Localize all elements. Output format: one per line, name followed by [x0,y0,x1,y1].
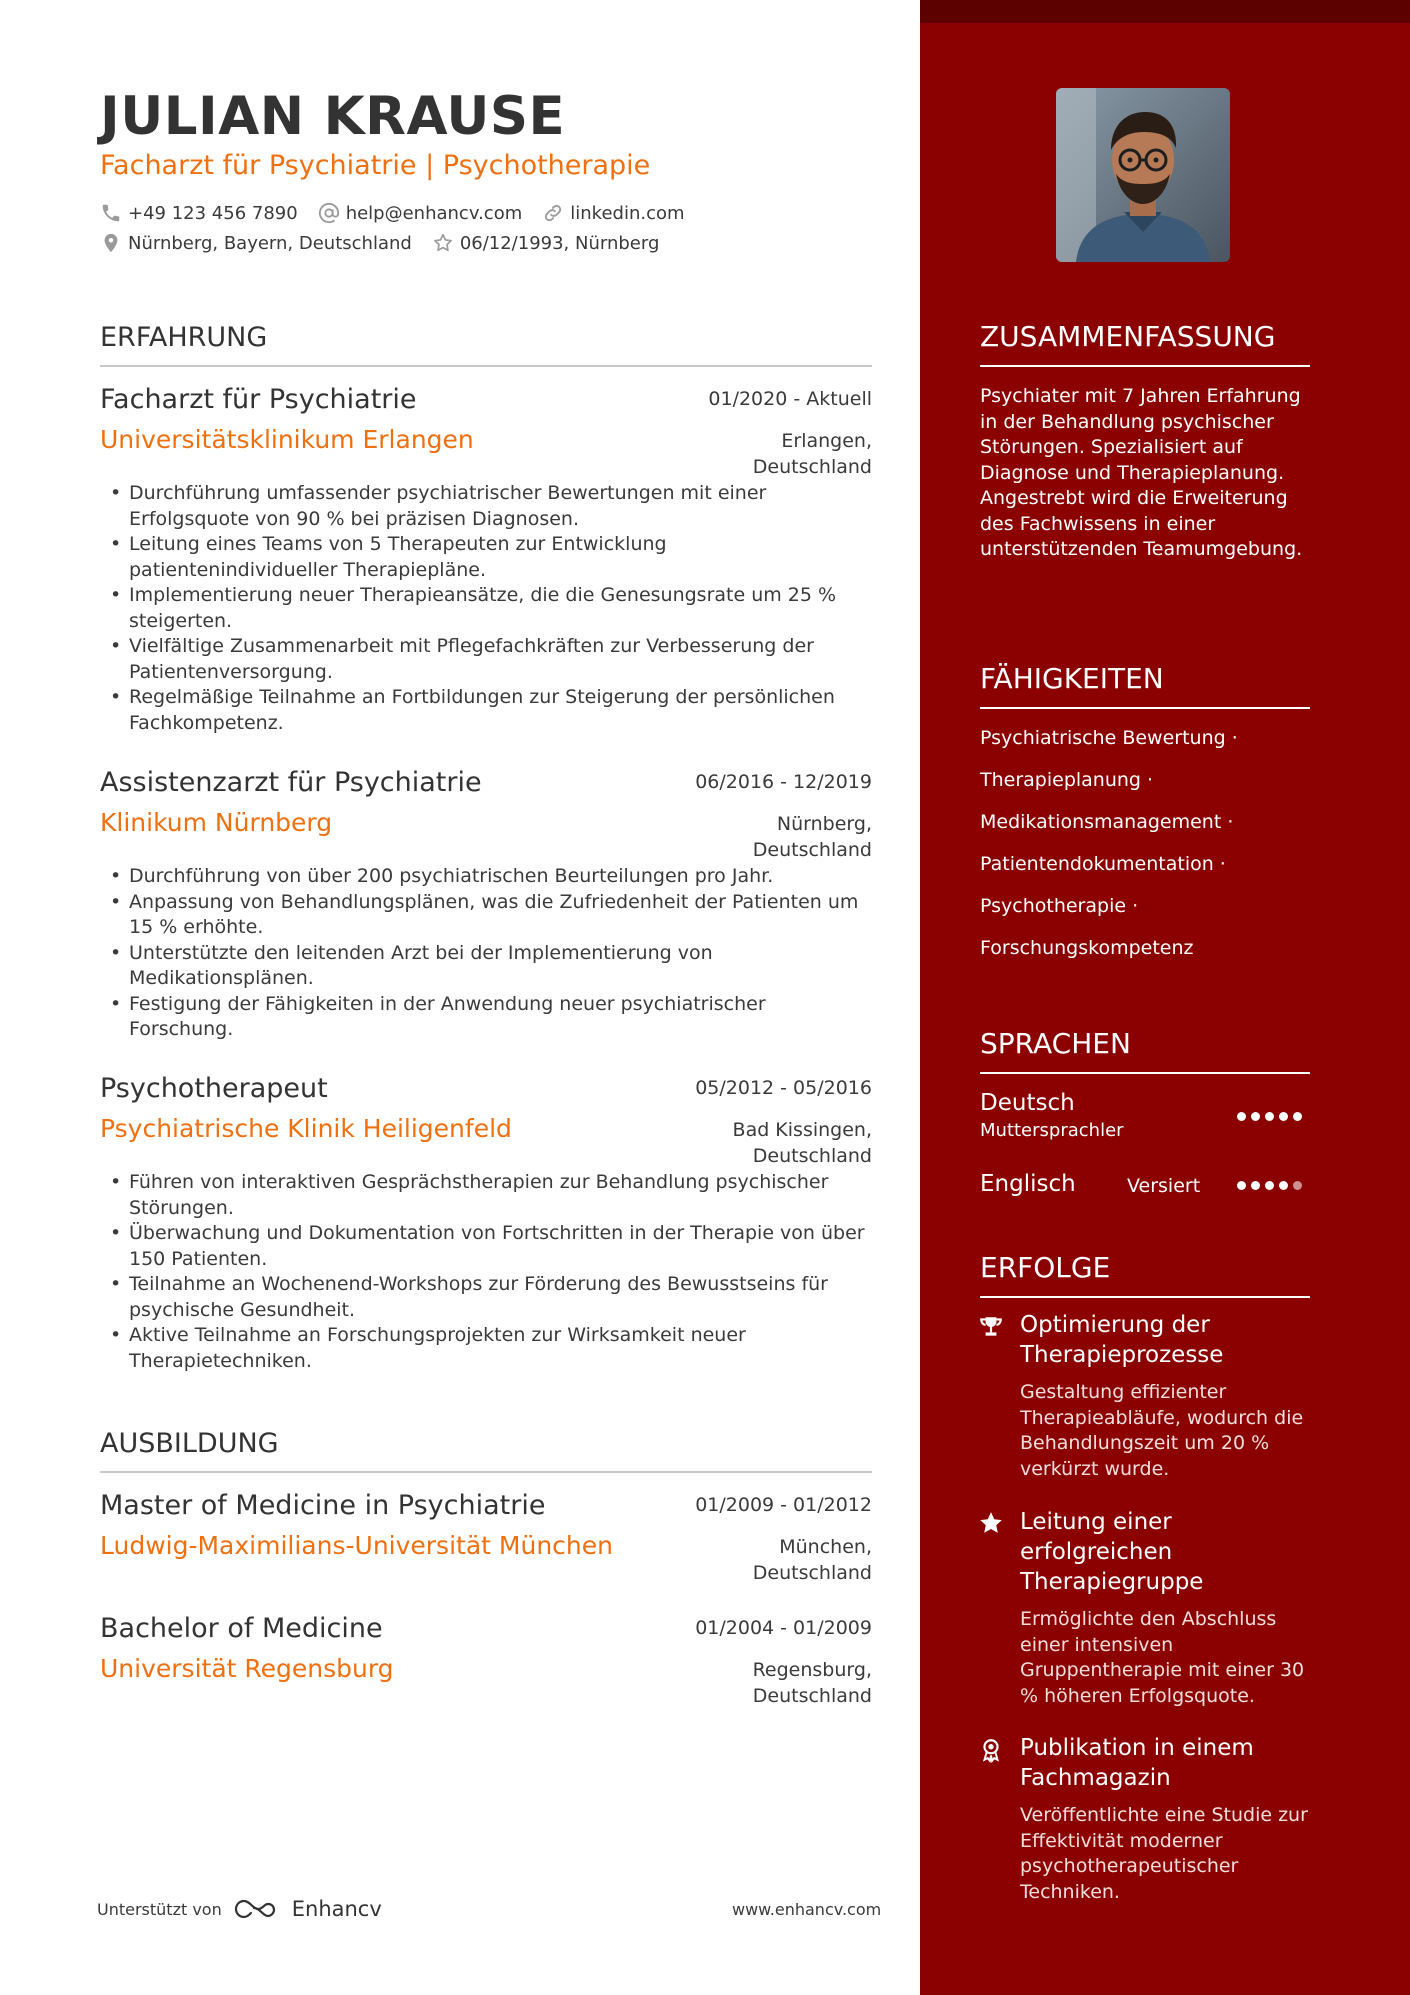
education-location-city: München, [779,1536,872,1558]
job-location [753,428,872,480]
profile-photo [1056,88,1230,262]
enhancv-brand[interactable]: Enhancv [291,1897,382,1921]
education-date: 01/2004 - 01/2009 [695,1617,872,1639]
job-bullets [100,481,872,736]
bullet-item: • Implementierung neuer Therapieansätze, die die Genesungsrate um 25 % steigerten. [100,583,872,634]
bullet-item: • Durchführung von über 200 psychiatrischen Beurteilungen pro Jahr. [100,864,872,890]
contact-email[interactable] [318,202,523,224]
skill-label: Patientendokumentation [980,853,1214,875]
rating-dot [1279,1181,1288,1190]
contact-birth [432,232,660,254]
rating-dot [1293,1112,1302,1121]
link-icon [542,202,564,224]
achievement-title: Publikation in einem Fachmagazin [1020,1735,1254,1791]
rating-dot [1279,1112,1288,1121]
job-entry [100,1073,872,1374]
bullet-item: • Unterstützte den leitenden Arzt bei der Implementierung von Medikationsplänen. [100,941,872,992]
education-location-country: Deutschland [752,1685,872,1707]
skill-item [980,937,1193,959]
avatar [1056,88,1230,262]
skills-heading: FÄHIGKEITEN [980,662,1310,709]
contact-location [100,232,412,254]
bullet-item: • Anpassung von Behandlungsplänen, was die Zufriedenheit der Patienten um 15 % erhöhte. [100,890,872,941]
linkedin-text: linkedin.com [570,202,685,224]
job-bullets [100,864,872,1043]
bullet-item: • Festigung der Fähigkeiten in der Anwendung neuer psychiatrischer Forschung. [100,992,872,1043]
star-icon [978,1510,1004,1536]
bullet-item: • Aktive Teilnahme an Forschungsprojekten zur Wirksamkeit neuer Therapietechniken. [100,1323,872,1374]
job-title: Assistenzarzt für Psychiatrie [100,767,482,798]
bullet-item: • Führen von interaktiven Gesprächstherapien zur Behandlung psychischer Störungen. [100,1170,872,1221]
education-location-city: Regensburg, [752,1659,872,1681]
job-location-city: Bad Kissingen, [732,1119,872,1141]
achievement-description: Ermöglichte den Abschluss einer intensiven Gruppentherapie mit einer 30 % höheren Erfolgsquote. [1020,1608,1305,1707]
job-company: Universitätsklinikum Erlangen [100,425,474,454]
job-entry [100,384,872,736]
language-rating [1237,1181,1307,1190]
job-location [753,811,872,863]
school-name: Universität Regensburg [100,1654,394,1683]
school-name: Ludwig-Maximilians-Universität München [100,1531,613,1560]
rating-dot [1237,1181,1246,1190]
degree-title: Master of Medicine in Psychiatrie [100,1490,546,1521]
achievement-title: Optimierung der Therapieprozesse [1020,1312,1224,1368]
job-date: 01/2020 - Aktuell [708,388,872,410]
summary-heading: ZUSAMMENFASSUNG [980,320,1310,367]
footer-powered-by [97,1896,382,1922]
education-location [753,1657,872,1709]
skill-label: Forschungskompetenz [980,937,1194,959]
achievement-description: Veröffentlichte eine Studie zur Effektivität moderner psychotherapeutischer Techniken. [1020,1804,1308,1903]
language-rating [1237,1112,1307,1121]
job-title: Facharzt für Psychiatrie [100,384,417,415]
skill-label: Psychiatrische Bewertung [980,727,1226,749]
job-location-country: Deutschland [752,839,872,861]
education-heading: AUSBILDUNG [100,1428,872,1473]
language-level: Muttersprachler [980,1120,1124,1141]
at-icon [318,202,340,224]
job-company: Klinikum Nürnberg [100,808,333,837]
rating-dot [1265,1181,1274,1190]
candidate-title: Facharzt für Psychiatrie | Psychotherapie [100,150,651,181]
language-name: Englisch [980,1171,1076,1197]
rating-dot [1251,1181,1260,1190]
contact-linkedin[interactable] [542,202,684,224]
job-company: Psychiatrische Klinik Heiligenfeld [100,1114,512,1143]
achievement-description: Gestaltung effizienter Therapieabläufe, wodurch die Behandlungszeit um 20 % verkürzt wurde. [1020,1381,1304,1480]
bullet-item: • Teilnahme an Wochenend-Workshops zur Förderung des Bewusstseins für psychische Gesundheit. [100,1272,872,1323]
trophy-icon [978,1314,1004,1340]
job-location-city: Erlangen, [781,430,872,452]
rating-dot [1237,1112,1246,1121]
job-entry [100,767,872,1043]
job-location-city: Nürnberg, [776,813,872,835]
job-location [733,1117,872,1169]
bullet-item: • Überwachung und Dokumentation von Fortschritten in der Therapie von über 150 Patienten. [100,1221,872,1272]
summary-text: Psychiater mit 7 Jahren Erfahrung in der Behandlung psychischer Störungen. Spezialisiert auf Diagnose und Therapieplanung. Angestrebt wird die Erweiterung des Fachwissens in einer unterstützenden Teamumgebung. [980,385,1303,560]
education-entry [100,1613,872,1707]
star-outline-icon [432,232,454,254]
bullet-item: • Regelmäßige Teilnahme an Fortbildungen zur Steigerung der persönlichen Fachkompetenz. [100,685,872,736]
powered-label: Unterstützt von [97,1899,222,1919]
bullet-item: • Leitung eines Teams von 5 Therapeuten zur Entwicklung patientenindividueller Therapiepläne. [100,532,872,583]
achievement-title: Leitung einer erfolgreichen Therapiegruppe [1020,1509,1204,1595]
bullet-item: • Durchführung umfassender psychiatrischer Bewertungen mit einer Erfolgsquote von 90 % bei präzisen Diagnosen. [100,481,872,532]
job-date: 06/2016 - 12/2019 [695,771,872,793]
job-date: 05/2012 - 05/2016 [695,1077,872,1099]
job-bullets [100,1170,872,1374]
rating-dot [1251,1112,1260,1121]
candidate-name: JULIAN KRAUSE [100,86,566,147]
experience-heading: ERFAHRUNG [100,322,872,367]
languages-heading: SPRACHEN [980,1027,1310,1074]
skill-label: Psychotherapie [980,895,1127,917]
contact-row-2 [100,232,679,254]
skill-label: Medikationsmanagement [980,811,1222,833]
education-location [753,1534,872,1586]
skill-item: Therapieplanung · [980,769,1154,791]
job-location-country: Deutschland [752,1145,872,1167]
location-text: Nürnberg, Bayern, Deutschland [128,232,412,254]
award-icon [978,1737,1004,1763]
bullet-item: • Vielfältige Zusammenarbeit mit Pflegefachkräften zur Verbesserung der Patientenversorgung. [100,634,872,685]
education-date: 01/2009 - 01/2012 [695,1494,872,1516]
language-name: Deutsch [980,1090,1075,1116]
skill-label: Therapieplanung [980,769,1141,791]
skill-item: Psychiatrische Bewertung · [980,727,1238,749]
skill-item: Medikationsmanagement · [980,811,1234,833]
phone-icon [100,202,122,224]
language-level: Versiert [1127,1175,1201,1197]
achievements-heading: ERFOLGE [980,1251,1310,1298]
rating-dot [1265,1112,1274,1121]
enhancv-logo-icon [232,1896,284,1922]
location-pin-icon [100,232,122,254]
sidebar-top-bar [920,0,1410,23]
phone-text: +49 123 456 7890 [128,202,298,224]
education-location-country: Deutschland [752,1562,872,1584]
contact-row-1 [100,202,705,224]
skill-item: Patientendokumentation · [980,853,1226,875]
degree-title: Bachelor of Medicine [100,1613,383,1644]
education-entry [100,1490,872,1584]
contact-phone [100,202,298,224]
job-title: Psychotherapeut [100,1073,328,1104]
rating-dot [1293,1181,1302,1190]
skill-item: Psychotherapie · [980,895,1139,917]
job-location-country: Deutschland [752,456,872,478]
birth-text: 06/12/1993, Nürnberg [459,232,660,254]
email-text: help@enhancv.com [345,202,523,224]
footer-url[interactable]: www.enhancv.com [732,1900,882,1919]
